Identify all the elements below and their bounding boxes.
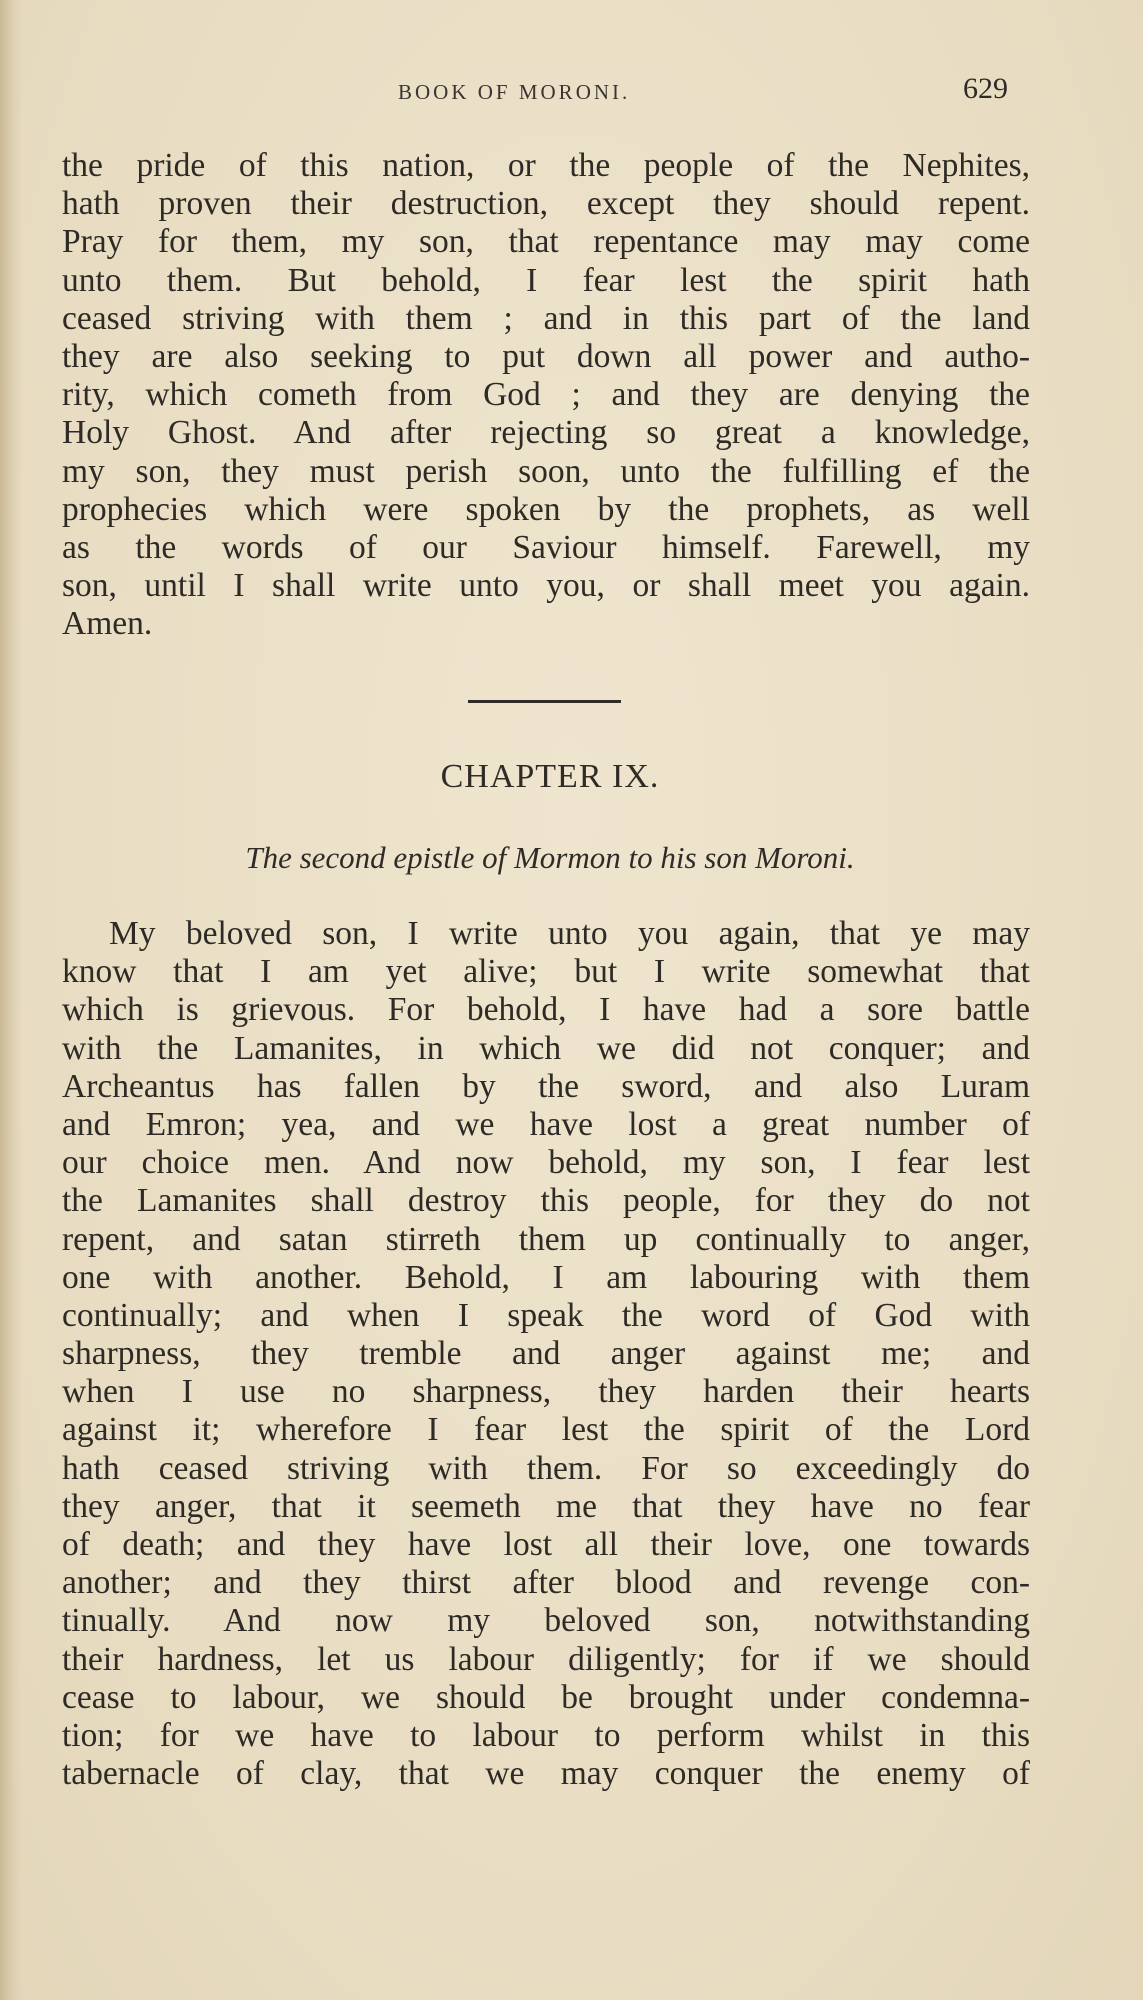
text-line: Archeantus has fallen by the sword, and also Luram bbox=[62, 1067, 1030, 1105]
text-line: hath proven their destruction, except they should repent. bbox=[62, 185, 1030, 223]
text-line: Holy Ghost. And after rejecting so great a knowledge, bbox=[62, 414, 1030, 452]
chapter-subtitle: The second epistle of Mormon to his son Moroni. bbox=[245, 840, 855, 875]
text-line: Pray for them, my son, that repentance may may come bbox=[62, 223, 1030, 261]
chapter-heading: CHAPTER IX. bbox=[440, 758, 660, 795]
text-line: repent, and satan stirreth them up continually to anger, bbox=[62, 1220, 1030, 1258]
text-line: when I use no sharpness, they harden their hearts bbox=[62, 1373, 1030, 1411]
closing-paragraph bbox=[62, 147, 1030, 643]
text-line: as the words of our Saviour himself. Farewell, my bbox=[62, 528, 1030, 566]
chapter-body-paragraph bbox=[62, 915, 1030, 1793]
text-line: which is grievous. For behold, I have had a sore battle bbox=[62, 991, 1030, 1029]
text-line: know that I am yet alive; but I write somewhat that bbox=[62, 953, 1030, 991]
page-number: 629 bbox=[963, 72, 1008, 105]
section-divider bbox=[468, 700, 621, 703]
text-line: son, until I shall write unto you, or shall meet you again. bbox=[62, 567, 1030, 605]
text-line: and Emron; yea, and we have lost a great number of bbox=[62, 1105, 1030, 1143]
text-line: sharpness, they tremble and anger against me; and bbox=[62, 1335, 1030, 1373]
text-line: ceased striving with them ; and in this part of the land bbox=[62, 299, 1030, 337]
text-line: prophecies which were spoken by the prophets, as well bbox=[62, 490, 1030, 528]
text-line: rity, which cometh from God ; and they are denying the bbox=[62, 376, 1030, 414]
running-head bbox=[0, 72, 1143, 112]
text-line: tion; for we have to labour to perform whilst in this bbox=[62, 1716, 1030, 1754]
text-line: Amen. bbox=[62, 605, 153, 643]
text-line: they anger, that it seemeth me that they have no fear bbox=[62, 1487, 1030, 1525]
text-line: their hardness, let us labour diligently; for if we should bbox=[62, 1640, 1030, 1678]
text-line: the pride of this nation, or the people of the Nephites, bbox=[62, 147, 1030, 184]
text-line: my son, they must perish soon, unto the fulfilling ef the bbox=[62, 452, 1030, 490]
text-line: with the Lamanites, in which we did not conquer; and bbox=[62, 1029, 1030, 1067]
text-line: cease to labour, we should be brought under condemna- bbox=[62, 1678, 1030, 1716]
text-line: against it; wherefore I fear lest the spirit of the Lord bbox=[62, 1411, 1030, 1449]
text-line: of death; and they have lost all their love, one towards bbox=[62, 1526, 1030, 1563]
text-line: one with another. Behold, I am labouring with them bbox=[62, 1258, 1030, 1296]
text-line: hath ceased striving with them. For so exceedingly do bbox=[62, 1449, 1030, 1487]
running-title: BOOK OF MORONI. bbox=[398, 80, 631, 104]
text-line: tabernacle of clay, that we may conquer the enemy of bbox=[62, 1755, 1030, 1793]
text-line: they are also seeking to put down all power and autho- bbox=[62, 337, 1030, 375]
text-line: unto them. But behold, I fear lest the spirit hath bbox=[62, 261, 1030, 299]
text-line: our choice men. And now behold, my son, I fear lest bbox=[62, 1144, 1030, 1182]
text-line: My beloved son, I write unto you again, that ye may bbox=[109, 915, 1030, 952]
text-line: the Lamanites shall destroy this people, for they do not bbox=[62, 1182, 1030, 1220]
text-line: continually; and when I speak the word of God with bbox=[62, 1296, 1030, 1334]
text-line: another; and they thirst after blood and revenge con- bbox=[62, 1564, 1030, 1602]
page-gutter bbox=[0, 0, 22, 2000]
text-line: tinually. And now my beloved son, notwithstanding bbox=[62, 1602, 1030, 1640]
